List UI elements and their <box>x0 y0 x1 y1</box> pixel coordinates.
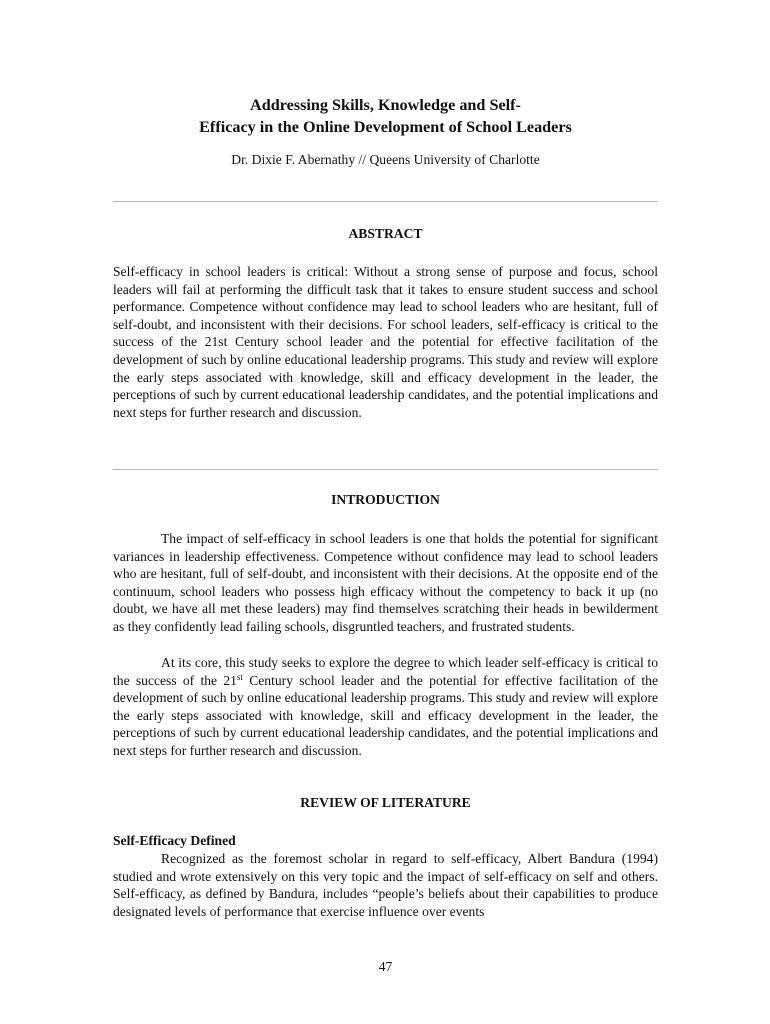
introduction-heading: INTRODUCTION <box>331 492 440 507</box>
paper-page <box>113 0 658 1024</box>
divider-bottom <box>113 469 658 470</box>
ordinal-superscript: st <box>236 671 243 682</box>
divider-top <box>113 201 658 202</box>
abstract-text: Self-efficacy in school leaders is critical: Without a strong sense of purpose and focus, school leaders will fail at performing the difficult task that it takes to ensure student success and school performance. Competence without confidence may lead to school leaders who are hesitant, full of self-doubt, and inconsistent with their decisions. For school leaders, self-efficacy is critical to the success of the 21st Century school leader and the potential for effective facilitation of the development of such by online educational leadership programs. This study and review will explore the early steps associated with knowledge, skill and efficacy development in the leader, the perceptions of such by current educational leadership candidates, and the potential implications and next steps for further research and discussion. <box>113 264 658 420</box>
introduction-paragraph-2 <box>113 654 658 760</box>
intro-p2-text-start: At its core, this study seeks to explore the degree to which leader self-efficacy is critical to the success of the 21 <box>113 655 658 688</box>
author-affiliation: Dr. Dixie F. Abernathy // Queens University of Charlotte <box>231 152 540 167</box>
abstract-heading: ABSTRACT <box>348 226 423 241</box>
introduction-paragraph-1: The impact of self-efficacy in school leaders is one that holds the potential for significant variances in leadership effectiveness. Competence without confidence may lead to school leaders who are hesitant, full of self-doubt, and inconsistent with their decisions. At the opposite end of the continuum, school leaders who possess high efficacy without the competency to back it up (no doubt, we have all met these leaders) may find themselves scratching their heads in bewilderment as they confidently lead failing schools, disgruntled teachers, and frustrated students. <box>113 531 658 634</box>
title-line-1: Addressing Skills, Knowledge and Self- <box>250 96 521 114</box>
page-number: 47 <box>378 959 393 974</box>
review-of-literature-heading: REVIEW OF LITERATURE <box>300 795 471 810</box>
self-efficacy-paragraph: Recognized as the foremost scholar in regard to self-efficacy, Albert Bandura (1994) studied and wrote extensively on this very topic and the impact of self-efficacy on self and others. Self-efficacy, as defined by Bandura, includes “people’s beliefs about their capabilities to produce designated levels of performance that exercise influence over events <box>113 851 658 919</box>
intro-p2-text-end: Century school leader and the potential for effective facilitation of the development of such by online educational leadership programs. This study and review will explore the early steps associated with knowledge, skill and efficacy development in the leader, the perceptions of such by current educational leadership candidates, and the potential implications and next steps for further research and discussion. <box>113 672 658 758</box>
self-efficacy-defined-subheading: Self-Efficacy Defined <box>113 833 236 848</box>
title-line-2: Efficacy in the Online Development of School Leaders <box>199 118 572 136</box>
paper-title <box>113 94 658 138</box>
